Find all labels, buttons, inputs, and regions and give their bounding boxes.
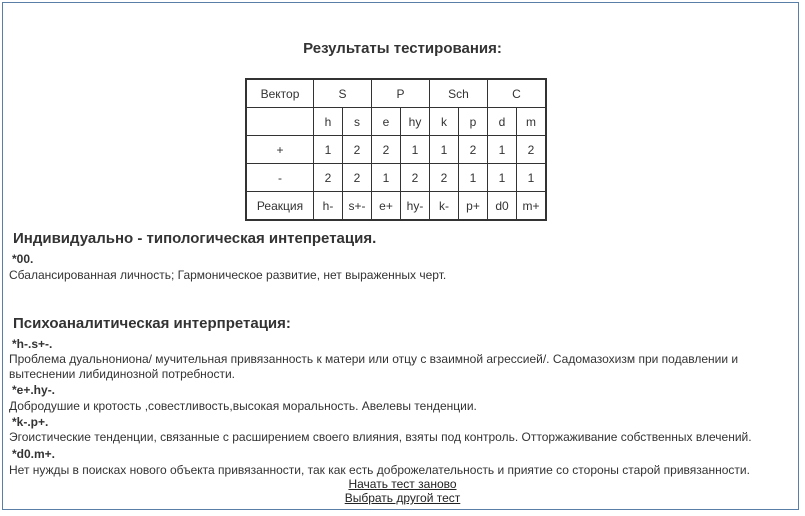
table-cell: Реакция — [246, 192, 314, 221]
table-subheader-row — [246, 108, 546, 136]
psycho-text: Эгоистические тенденции, связанные с расширением своего влияния, взяты под контроль. Отторжаживание собственных влечений. — [9, 430, 752, 444]
table-cell: 1 — [314, 136, 343, 164]
table-cell: s+- — [343, 192, 372, 221]
psycho-text: Добродушие и кротость ,совестливость,высокая моральность. Авелевы тенденции. — [9, 399, 477, 413]
table-cell: 2 — [314, 164, 343, 192]
table-cell: e+ — [372, 192, 401, 221]
psycho-code: *k-.p+. — [12, 415, 49, 429]
table-cell: d — [488, 108, 517, 136]
table-minus-row — [246, 164, 546, 192]
table-cell: 2 — [401, 164, 430, 192]
choose-other-test-link[interactable]: Выбрать другой тест — [344, 491, 461, 505]
table-cell: C — [488, 79, 547, 108]
table-cell: 1 — [459, 164, 488, 192]
psycho-text: Нет нужды в поисках нового объекта привязанности, так как есть доброжелательность и приятие со стороны старой привязанности. — [9, 463, 750, 477]
table-cell: 1 — [517, 164, 547, 192]
table-cell: Вектор — [246, 79, 314, 108]
table-cell: 2 — [343, 164, 372, 192]
table-cell: 2 — [343, 136, 372, 164]
table-cell: 1 — [488, 136, 517, 164]
individual-code: *00. — [12, 252, 34, 266]
table-reaction-row — [246, 192, 546, 221]
table-cell: S — [314, 79, 372, 108]
table-cell: h — [314, 108, 343, 136]
table-cell: k- — [430, 192, 459, 221]
table-cell: p+ — [459, 192, 488, 221]
table-cell: e — [372, 108, 401, 136]
table-cell: m+ — [517, 192, 547, 221]
table-header-row — [246, 79, 546, 108]
psycho-code: *h-.s+-. — [12, 337, 53, 351]
table-cell: 2 — [459, 136, 488, 164]
table-cell: 1 — [401, 136, 430, 164]
psycho-code: *d0.m+. — [12, 447, 56, 461]
table-cell — [246, 108, 314, 136]
table-cell: - — [246, 164, 314, 192]
individual-text: Сбалансированная личность; Гармоническое развитие, нет выраженных черт. — [9, 268, 447, 282]
table-cell: d0 — [488, 192, 517, 221]
table-cell: 1 — [372, 164, 401, 192]
table-cell: hy- — [401, 192, 430, 221]
table-cell: + — [246, 136, 314, 164]
table-cell: hy — [401, 108, 430, 136]
table-cell: 2 — [372, 136, 401, 164]
table-cell: m — [517, 108, 547, 136]
table-cell: h- — [314, 192, 343, 221]
table-cell: p — [459, 108, 488, 136]
individual-heading: Индивидуально - типологическая интепретация. — [13, 230, 377, 247]
table-cell: 2 — [517, 136, 547, 164]
restart-test-link[interactable]: Начать тест заново — [348, 477, 457, 491]
table-cell: 1 — [488, 164, 517, 192]
psycho-heading: Психоаналитическая интерпретация: — [13, 315, 291, 332]
table-cell: 1 — [430, 136, 459, 164]
psycho-text: Проблема дуальнониона/ мучительная привязанность к матери или отцу с взаимной агрессией/. Садомазохизм при подавлении и вытеснении либидинозной потребности. — [9, 352, 739, 381]
table-cell: Sch — [430, 79, 488, 108]
table-cell: 2 — [430, 164, 459, 192]
table-cell: s — [343, 108, 372, 136]
page-title: Результаты тестирования: — [303, 40, 502, 57]
table-cell: P — [372, 79, 430, 108]
table-plus-row — [246, 136, 546, 164]
table-cell: k — [430, 108, 459, 136]
results-table — [245, 78, 547, 221]
psycho-code: *e+.hy-. — [12, 383, 56, 397]
